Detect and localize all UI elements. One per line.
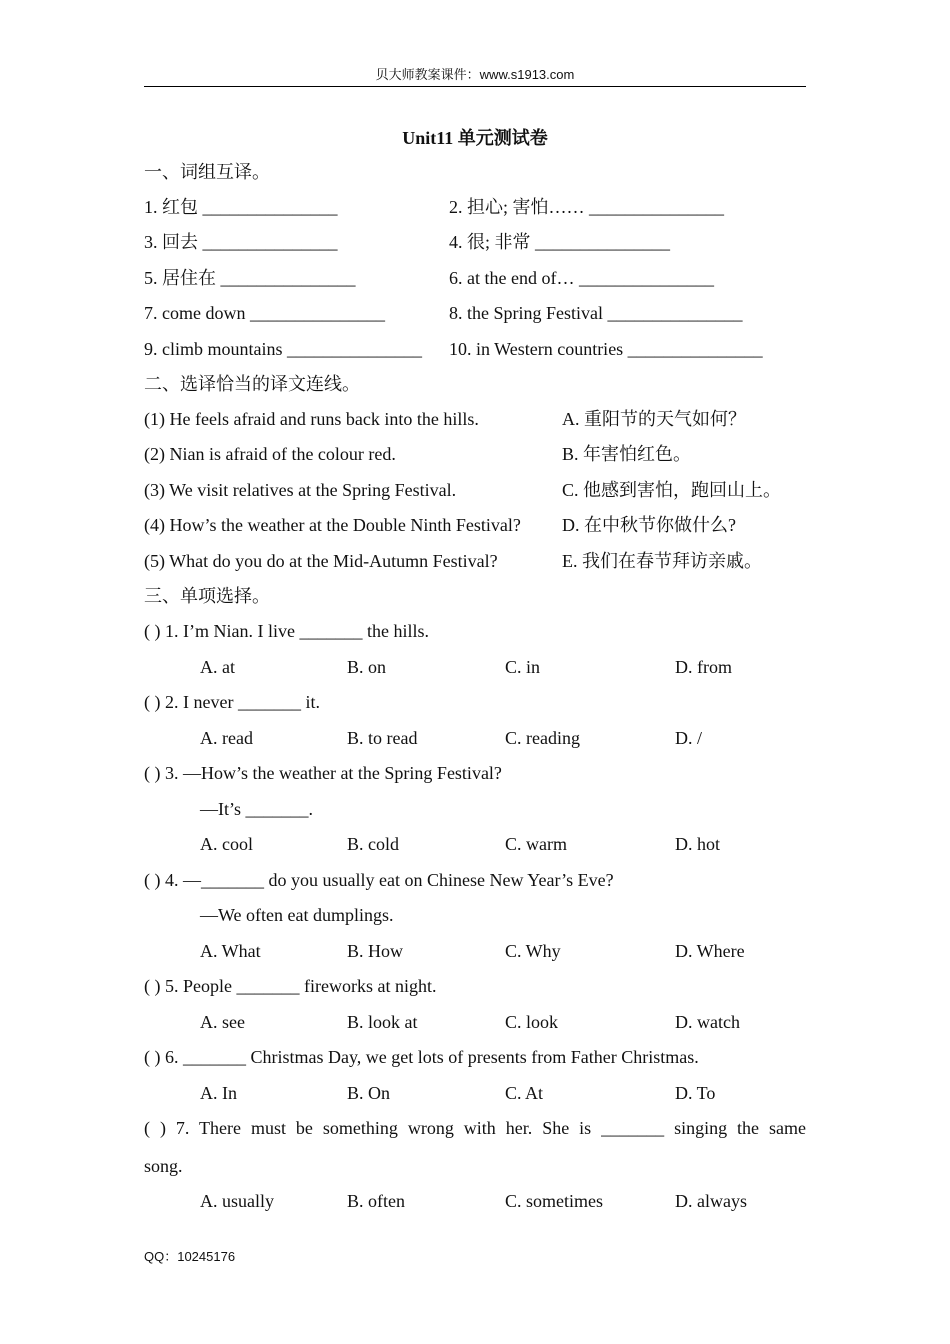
question-4-reply: —We often eat dumplings. bbox=[200, 905, 394, 925]
question-3-reply: —It’s _______. bbox=[200, 799, 314, 819]
phrase-item: 5. 居住在 _______________ bbox=[144, 268, 356, 288]
page-header: 贝大师教案课件：www.s1913.com bbox=[144, 64, 806, 87]
option-a: A. at bbox=[200, 657, 235, 677]
question-5-stem: ( ) 5. People _______ fireworks at night. bbox=[144, 976, 437, 996]
option-a: A. What bbox=[200, 941, 261, 961]
phrase-item: 1. 红包 _______________ bbox=[144, 197, 338, 217]
match-right-item: C. 他感到害怕，跑回山上。 bbox=[562, 480, 782, 500]
option-a: A. usually bbox=[200, 1191, 274, 1211]
page-title: Unit11 单元测试卷 bbox=[402, 128, 548, 148]
option-d: D. watch bbox=[675, 1012, 740, 1032]
question-4-stem: ( ) 4. —_______ do you usually eat on Chinese New Year’s Eve? bbox=[144, 870, 614, 890]
match-left-item: (3) We visit relatives at the Spring Festival. bbox=[144, 480, 457, 500]
option-a: A. cool bbox=[200, 834, 253, 854]
match-right-item: A. 重阳节的天气如何？ bbox=[562, 409, 746, 429]
match-right-item: B. 年害怕红色。 bbox=[562, 444, 692, 464]
option-b: B. On bbox=[347, 1083, 391, 1103]
match-left-item: (1) He feels afraid and runs back into the hills. bbox=[144, 409, 479, 429]
match-right-item: E. 我们在春节拜访亲戚。 bbox=[562, 551, 762, 571]
option-d: D. To bbox=[675, 1083, 716, 1103]
question-3-stem: ( ) 3. —How’s the weather at the Spring Festival? bbox=[144, 763, 502, 783]
section3-heading: 三、单项选择。 bbox=[144, 586, 270, 606]
section1-heading: 一、词组互译。 bbox=[144, 162, 270, 182]
option-d: D. / bbox=[675, 728, 702, 748]
match-left-item: (4) How’s the weather at the Double Ninth Festival? bbox=[144, 515, 521, 535]
section2-heading: 二、选译恰当的译文连线。 bbox=[144, 374, 360, 394]
option-a: A. read bbox=[200, 728, 253, 748]
phrase-item: 10. in Western countries _______________ bbox=[449, 339, 763, 359]
match-left-item: (2) Nian is afraid of the colour red. bbox=[144, 444, 396, 464]
option-c: C. look bbox=[505, 1012, 559, 1032]
question-6-stem: ( ) 6. _______ Christmas Day, we get lots of presents from Father Christmas. bbox=[144, 1047, 699, 1067]
question-7-stem: ( ) 7. There must be something wrong with her. She is _______ singing the same bbox=[144, 1118, 806, 1138]
option-b: B. often bbox=[347, 1191, 405, 1211]
option-c: C. in bbox=[505, 657, 541, 677]
match-left-item: (5) What do you do at the Mid-Autumn Festival? bbox=[144, 551, 498, 571]
option-a: A. see bbox=[200, 1012, 245, 1032]
phrase-item: 9. climb mountains _______________ bbox=[144, 339, 422, 359]
phrase-item: 6. at the end of… _______________ bbox=[449, 268, 714, 288]
question-1-stem: ( ) 1. I’m Nian. I live _______ the hills. bbox=[144, 621, 429, 641]
phrase-item: 2. 担心; 害怕…… _______________ bbox=[449, 197, 725, 217]
option-b: B. look at bbox=[347, 1012, 418, 1032]
option-c: C. warm bbox=[505, 834, 567, 854]
option-d: D. Where bbox=[675, 941, 745, 961]
option-d: D. always bbox=[675, 1191, 747, 1211]
phrase-item: 8. the Spring Festival _______________ bbox=[449, 303, 743, 323]
match-right-item: D. 在中秋节你做什么? bbox=[562, 515, 736, 535]
phrase-item: 7. come down _______________ bbox=[144, 303, 385, 323]
phrase-item: 4. 很; 非常 _______________ bbox=[449, 232, 671, 252]
option-b: B. cold bbox=[347, 834, 399, 854]
option-d: D. hot bbox=[675, 834, 720, 854]
question-2-stem: ( ) 2. I never _______ it. bbox=[144, 692, 320, 712]
option-c: C. reading bbox=[505, 728, 580, 748]
page-footer: QQ：10245176 bbox=[144, 1249, 236, 1264]
option-b: B. How bbox=[347, 941, 404, 961]
option-c: C. At bbox=[505, 1083, 544, 1103]
question-7-stem-continued: song. bbox=[144, 1156, 183, 1176]
option-d: D. from bbox=[675, 657, 732, 677]
option-c: C. sometimes bbox=[505, 1191, 603, 1211]
option-c: C. Why bbox=[505, 941, 561, 961]
phrase-item: 3. 回去 _______________ bbox=[144, 232, 338, 252]
option-b: B. on bbox=[347, 657, 387, 677]
option-a: A. In bbox=[200, 1083, 237, 1103]
option-b: B. to read bbox=[347, 728, 418, 748]
